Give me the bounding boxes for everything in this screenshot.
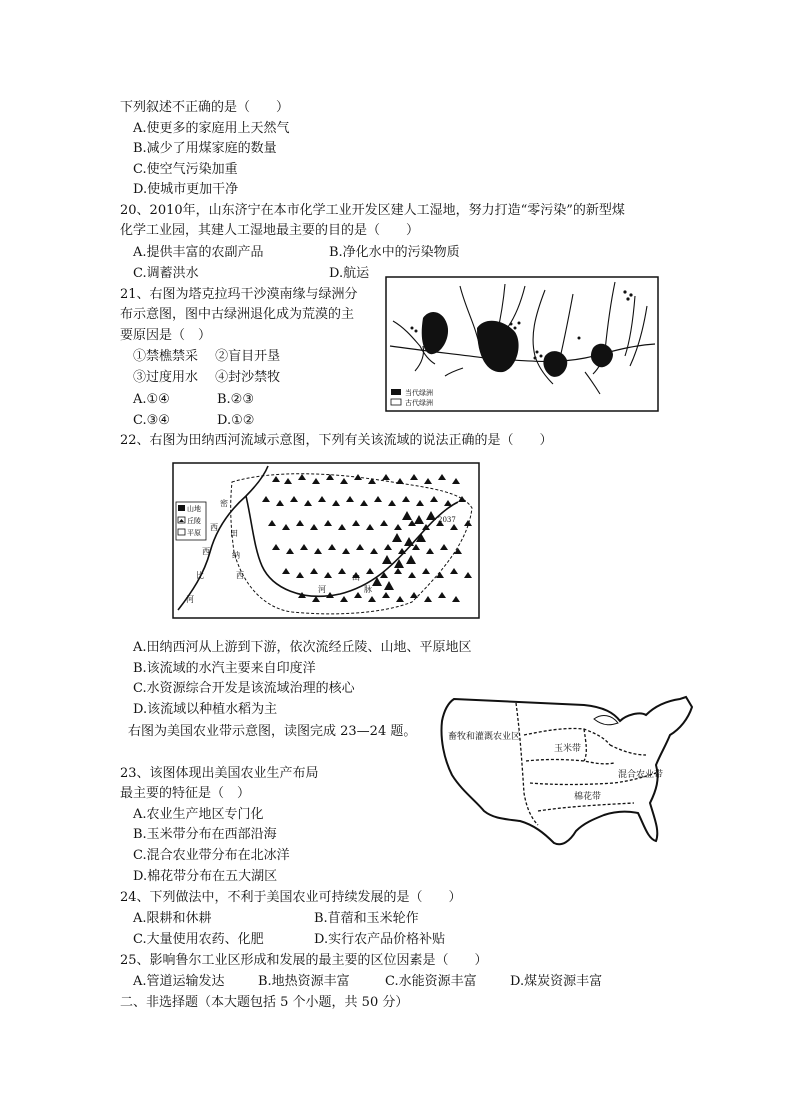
river-label-mississippi-4: 比 bbox=[196, 571, 204, 580]
q20-option-c: C.调蓄洪水 bbox=[133, 266, 199, 281]
legend-mountain: 山地 bbox=[187, 505, 201, 513]
q19-option-a: A.使更多的家庭用上天然气 bbox=[133, 121, 290, 136]
q22-option-a: A.田纳西河从上游到下游，依次流经丘陵、山地、平原地区 bbox=[133, 640, 472, 655]
q24-option-a: A.限耕和休耕 bbox=[133, 911, 212, 926]
q21-option-a: A.①④ bbox=[133, 392, 170, 407]
q25-option-b: B.地热资源丰富 bbox=[258, 974, 350, 989]
q19-option-d: D.使城市更加干净 bbox=[133, 182, 239, 197]
q23-option-d: D.棉花带分布在五大湖区 bbox=[133, 869, 278, 884]
q24-option-d: D.实行农产品价格补贴 bbox=[314, 932, 446, 947]
tennessee-map-legend bbox=[176, 502, 206, 540]
us-agriculture-map bbox=[434, 693, 700, 850]
mountain-label-1: 山 bbox=[352, 573, 360, 582]
legend-hill: 丘陵 bbox=[187, 517, 201, 525]
region-cotton-belt: 棉花带 bbox=[574, 792, 602, 802]
section-2-heading: 二、非选择题（本大题包括 5 个小题，共 50 分） bbox=[120, 995, 409, 1010]
river-label-tennessee-3: 西 bbox=[236, 571, 244, 580]
q23-stem-line1: 23、该图体现出美国农业生产布局 bbox=[120, 766, 319, 781]
q21-option-d: D.①② bbox=[217, 413, 255, 428]
river-label-tennessee-4: 河 bbox=[318, 585, 326, 594]
q22-option-d: D.该流域以种植水稻为主 bbox=[133, 702, 278, 717]
q22-stem: 22、右图为田纳西河流域示意图，下列有关该流域的说法正确的是（ ） bbox=[120, 433, 553, 448]
q21-stem-line3: 要原因是（ ） bbox=[120, 328, 212, 343]
q20-stem-line2: 化学工业园，其建人工湿地最主要的目的是（ ） bbox=[120, 223, 420, 238]
q19-option-c: C.使空气污染加重 bbox=[133, 162, 238, 177]
q25-option-d: D.煤炭资源丰富 bbox=[510, 974, 603, 989]
legend-modern-oasis: 当代绿洲 bbox=[405, 389, 433, 397]
q21-option-c: C.③④ bbox=[133, 413, 170, 428]
region-ranching-irrigation: 畜牧和灌溉农业区 bbox=[448, 732, 521, 742]
legend-plain: 平原 bbox=[187, 529, 201, 537]
q24-option-c: C.大量使用农药、化肥 bbox=[133, 932, 264, 947]
river-label-mississippi-2: 西 bbox=[210, 523, 218, 532]
river-label-mississippi-5: 河 bbox=[186, 595, 194, 604]
oasis-map bbox=[385, 276, 659, 412]
q20-stem-line1: 20、2010年，山东济宁在本市化学工业开发区建人工湿地，努力打造“零污染”的新型煤 bbox=[120, 203, 625, 218]
q20-option-b: B.净化水中的污染物质 bbox=[329, 245, 460, 260]
q21-stem-line2: 布示意图，图中古绿洲退化成为荒漠的主 bbox=[120, 307, 355, 322]
q25-stem: 25、影响鲁尔工业区形成和发展的最主要的区位因素是（ ） bbox=[120, 953, 488, 968]
region-corn-belt: 玉米带 bbox=[554, 744, 582, 754]
q20-option-a: A.提供丰富的农副产品 bbox=[133, 245, 264, 260]
q23-option-a: A.农业生产地区专门化 bbox=[133, 807, 264, 822]
q20-option-d: D.航运 bbox=[329, 266, 370, 281]
q22-option-c: C.水资源综合开发是该流域治理的核心 bbox=[133, 681, 355, 696]
q21-choice-line2: ③过度用水 ④封沙禁牧 bbox=[133, 370, 281, 385]
region-mixed-farming: 混合农业带 bbox=[618, 770, 664, 780]
mountain-label-2: 脉 bbox=[364, 585, 372, 594]
river-label-tennessee-1: 田 bbox=[230, 529, 238, 538]
q24-stem: 24、下列做法中，不利于美国农业可持续发展的是（ ） bbox=[120, 890, 462, 905]
river-label-mississippi-3: 西 bbox=[202, 547, 210, 556]
q23-stem-line2: 最主要的特征是（ ） bbox=[120, 786, 251, 801]
q24-option-b: B.苜蓿和玉米轮作 bbox=[314, 911, 419, 926]
q22-option-b: B.该流域的水汽主要来自印度洋 bbox=[133, 661, 316, 676]
peak-elevation: 2037 bbox=[438, 516, 456, 524]
river-label-mississippi-1: 密 bbox=[220, 499, 228, 508]
q23-option-b: B.玉米带分布在西部沿海 bbox=[133, 827, 277, 842]
q19-option-b: B.减少了用煤家庭的数量 bbox=[133, 141, 277, 156]
river-label-tennessee-2: 纳 bbox=[232, 551, 240, 560]
q21-option-b: B.②③ bbox=[217, 392, 254, 407]
q19-stem: 下列叙述不正确的是（ ） bbox=[120, 100, 290, 115]
tennessee-basin-map bbox=[172, 462, 480, 619]
q25-option-c: C.水能资源丰富 bbox=[385, 974, 477, 989]
legend-ancient-oasis: 古代绿洲 bbox=[405, 399, 433, 407]
q23-24-intro: 右图为美国农业带示意图，读图完成 23—24 题。 bbox=[128, 724, 417, 739]
q25-option-a: A.管道运输发达 bbox=[133, 974, 225, 989]
q21-stem-line1: 21、右图为塔克拉玛干沙漠南缘与绿洲分 bbox=[120, 287, 358, 302]
q21-choice-line1: ①禁樵禁采 ②盲目开垦 bbox=[133, 349, 281, 364]
q23-option-c: C.混合农业带分布在北冰洋 bbox=[133, 848, 290, 863]
